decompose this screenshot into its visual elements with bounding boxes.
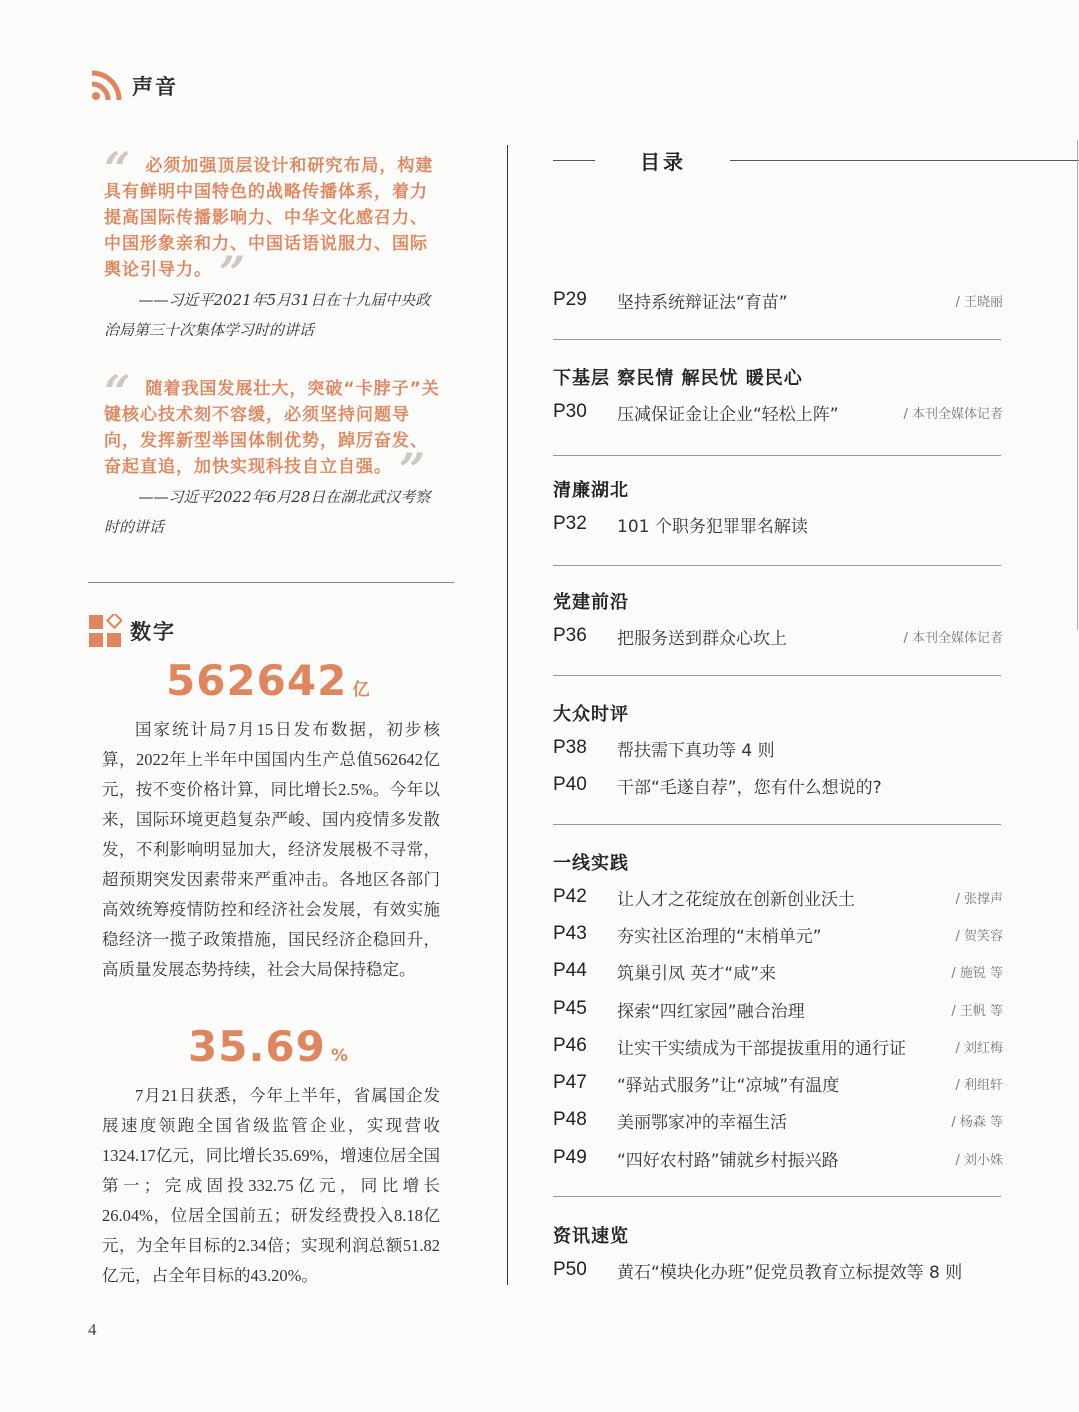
toc-entry-title: 把服务送到群众心坎上 [617,628,787,649]
page-edge-line [1077,140,1078,630]
toc-category-grassroots: 下基层 察民情 解民忧 暖民心 [553,368,803,389]
toc-entry-p49[interactable] [553,1145,1003,1171]
close-quote-icon: ” [218,246,240,300]
toc-page-number: P36 [553,625,587,646]
toc-entry-author: / 王帆 等 [951,1003,1003,1019]
toc-page-number: P47 [553,1072,587,1093]
toc-entry-p36[interactable] [553,623,1003,649]
toc-entry-p48[interactable] [553,1107,1003,1133]
toc-page-number: P42 [553,886,587,907]
toc-entry-author: / 张撑声 [955,891,1003,907]
toc-entry-p29[interactable] [553,287,1003,313]
section-divider [88,582,454,583]
toc-page-number: P32 [553,513,587,534]
close-quote-icon: ” [398,443,420,497]
column-divider [507,145,508,1285]
toc-entry-p40[interactable] [553,772,1003,798]
toc-entry-p38[interactable] [553,735,1003,761]
stat-2-paragraph: 7月21日获悉，今年上半年，省属国企发展速度领跑全国省级监管企业，实现营收1324.17亿元，同比增长35.69%，增速位居全国第一；完成固投332.75亿元，同比增长26.04%，位居全国前五；研发经费投入8.18亿元，为全年目标的2.34倍；实现利润总额51.82亿元，占全年目标的43.20%。 [102,1086,440,1285]
toc-category-practice: 一线实践 [553,853,629,874]
toc-entry-author: / 刘小姝 [955,1152,1003,1168]
toc-divider [553,339,1001,340]
page-number: 4 [88,1320,97,1339]
stat-2-headline [188,1022,348,1071]
toc-divider [553,455,1001,456]
toc-page-number: P44 [553,960,587,981]
toc-page-number: P40 [553,774,587,795]
toc-page-number: P29 [553,289,587,310]
toc-entry-title: “四好农村路”铺就乡村振兴路 [617,1150,839,1171]
blocks-icon [88,614,122,648]
toc-title-rule-left [553,160,595,161]
open-quote-icon: “ [104,142,125,196]
toc-entry-p50[interactable] [553,1257,1003,1283]
toc-page-number: P46 [553,1035,587,1056]
toc-entry-author: / 施锐 等 [951,965,1003,981]
quote-2-attribution: ——习近平2022年6月28日在湖北武汉考察时的讲话 [104,488,431,536]
toc-entry-p46[interactable] [553,1033,1003,1059]
toc-entry-title: 101 个职务犯罪罪名解读 [617,516,808,537]
toc-category-news: 资讯速览 [553,1226,629,1247]
quote-block-1 [104,142,444,345]
toc-entry-p32[interactable] [553,511,1003,537]
quote-block-2 [104,365,444,542]
numbers-section-header [88,614,176,648]
toc-page-number: P50 [553,1259,587,1280]
toc-category-clean: 清廉湖北 [553,480,629,501]
toc-title: 目录 [640,150,686,174]
toc-entry-p47[interactable] [553,1070,1003,1096]
stat-1-headline [166,656,369,705]
toc-entry-title: 坚持系统辩证法“育苗” [617,292,788,313]
numbers-section-title: 数字 [130,620,176,644]
toc-entry-author: / 刘红梅 [955,1040,1003,1056]
toc-entry-title: 让人才之花绽放在创新创业沃土 [617,889,855,910]
toc-entry-title: 干部“毛遂自荐”，您有什么想说的? [617,777,882,798]
toc-entry-author: / 本刊全媒体记者 [903,630,1003,646]
toc-divider [553,675,1001,676]
toc-entry-p42[interactable] [553,884,1003,910]
toc-divider [553,1196,1001,1197]
toc-entry-title: 黄石“模块化办班”促党员教育立标提效等 8 则 [617,1262,963,1283]
toc-page-number: P30 [553,401,587,422]
broadcast-icon [88,68,124,104]
quote-1-attribution: ——习近平2021年5月31日在十九届中央政治局第三十次集体学习时的讲话 [104,291,431,339]
toc-page-number: P45 [553,998,587,1019]
toc-category-party: 党建前沿 [553,592,629,613]
stat-2-unit: % [330,1046,348,1066]
toc-entry-author: / 王晓丽 [955,294,1003,310]
toc-entry-p43[interactable] [553,921,1003,947]
quote-2-text: 随着我国发展壮大，突破“卡脖子”关键核心技术刻不容缓，必须坚持问题导向，发挥新型举国体制优势，踔厉奋发、奋起直追，加快实现科技自立自强。 [104,379,440,477]
toc-entry-title: 筑巢引凤 英才“咸”来 [617,963,777,984]
stat-1-unit: 亿 [352,680,370,700]
toc-entry-title: “驿站式服务”让“凉城”有温度 [617,1075,840,1096]
stat-1-value: 562642 [166,656,348,705]
stat-2-value: 35.69 [188,1022,326,1071]
toc-entry-title: 美丽鄂家冲的幸福生活 [617,1112,787,1133]
toc-entry-p44[interactable] [553,958,1003,984]
toc-title-rule-right [730,160,1079,161]
toc-entry-title: 探索“四红家园”融合治理 [617,1001,805,1022]
toc-entry-p45[interactable] [553,996,1003,1022]
voice-section-title: 声音 [132,75,178,99]
stat-1-paragraph: 国家统计局7月15日发布数据，初步核算，2022年上半年中国国内生产总值562642亿元，按不变价格计算，同比增长2.5%。今年以来，国际环境更趋复杂严峻、国内疫情多发散发，不利影响明显加大，经济发展极不寻常，超预期突发因素带来严重冲击。各地区各部门高效统筹疫情防控和经济社会发展，有效实施稳经济一揽子政策措施，国民经济企稳回升，高质量发展态势持续，社会大局保持稳定。 [102,720,440,979]
toc-page-number: P48 [553,1109,587,1130]
toc-entry-title: 让实干实绩成为干部提拔重用的通行证 [617,1038,906,1059]
toc-entry-title: 夯实社区治理的“末梢单元” [617,926,822,947]
toc-page-number: P43 [553,923,587,944]
toc-divider [553,565,1001,566]
open-quote-icon: “ [104,365,125,419]
toc-entry-title: 帮扶需下真功等 4 则 [617,740,775,761]
toc-entry-author: / 利组轩 [955,1077,1003,1093]
toc-category-review: 大众时评 [553,704,629,725]
toc-entry-title: 压减保证金让企业“轻松上阵” [617,404,839,425]
quote-1-text: 必须加强顶层设计和研究布局，构建具有鲜明中国特色的战略传播体系，着力提高国际传播影响力、中华文化感召力、中国形象亲和力、中国话语说服力、国际舆论引导力。 [104,156,434,280]
toc-page-number: P49 [553,1147,587,1168]
toc-entry-author: / 本刊全媒体记者 [903,406,1003,422]
toc-entry-p30[interactable] [553,399,1003,425]
toc-entry-author: / 贺笑容 [955,928,1003,944]
toc-page-number: P38 [553,737,587,758]
toc-divider [553,824,1001,825]
toc-entry-author: / 杨森 等 [951,1114,1003,1130]
voice-section-header [88,68,178,104]
